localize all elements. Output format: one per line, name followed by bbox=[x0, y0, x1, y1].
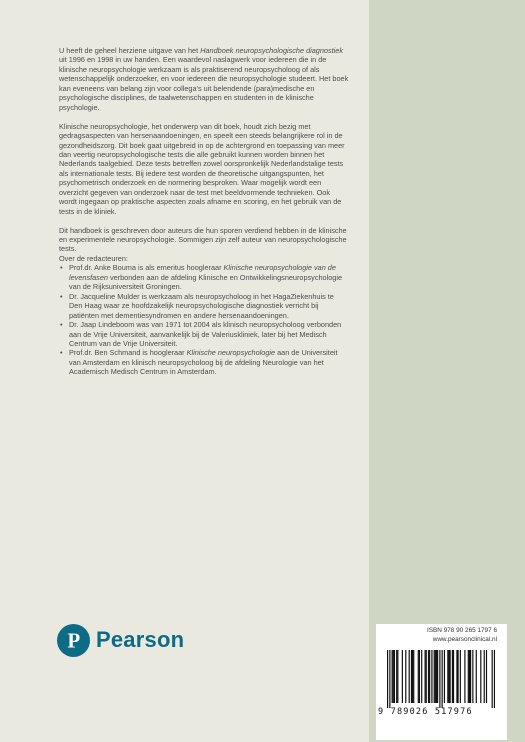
editor-text: Dr. Jacqueline Mulder is werkzaam als neuropsycholoog in het HagaZiekenhuis te Den Haag waar ze hoofdzakelijk neuropsychologische diagnostiek verricht bij patiënten met dementiesyndromen en andere hersenaandoeningen. bbox=[69, 291, 334, 320]
barcode-bar bbox=[444, 650, 445, 703]
barcode-panel bbox=[376, 624, 507, 740]
barcode-bar bbox=[469, 650, 470, 703]
barcode-bar bbox=[448, 650, 449, 703]
barcode-bar bbox=[494, 650, 495, 708]
logo-letter: P bbox=[67, 628, 81, 652]
barcode-bar bbox=[460, 650, 461, 703]
authors-paragraph: Dit handboek is geschreven door auteurs die hun sporen verdiend hebben in de klinische en experimentele neuropsychologie. Sommigen zijn zelf auteur van neuropsychologische tests. bbox=[59, 225, 347, 254]
barcode-bar bbox=[472, 650, 473, 703]
intro-text-end: uit 1996 en 1998 in uw handen. Een waardevol naslagwerk voor iedereen die in de klinische neuropsychologie werkzaam is als praktiserend neuropsycholoog of als wetenschappelijk onderzoeker, en voor iedereen die neuropsychologie studeert. Het boek kan eveneens van belang zijn voor collega’s uit belendende (para)medische en psychologische disciplines, de taalwetenschappen en studenten in de klinische psychologie. bbox=[59, 55, 349, 112]
barcode-bar bbox=[480, 650, 481, 703]
intro-paragraph bbox=[59, 46, 349, 112]
barcode-bar bbox=[476, 650, 477, 703]
barcode-bar bbox=[464, 650, 465, 703]
barcode-bar bbox=[405, 650, 406, 703]
pearson-logo bbox=[57, 620, 184, 660]
publisher-name: Pearson bbox=[96, 627, 185, 652]
barcode-bar bbox=[397, 650, 398, 703]
editor-chair-italic: Klinische neuropsychologie van de levensfasen bbox=[69, 263, 336, 282]
barcode-bar bbox=[436, 650, 437, 703]
barcode-bar bbox=[447, 650, 448, 703]
barcode-bar bbox=[470, 650, 471, 703]
barcode-bar bbox=[425, 650, 426, 703]
publisher-url: www.pearsonclinical.nl bbox=[432, 636, 497, 643]
barcode-bar bbox=[387, 650, 388, 708]
barcode-bar bbox=[428, 650, 429, 703]
barcode-bar bbox=[453, 650, 454, 703]
barcode-bar bbox=[439, 650, 440, 708]
editor-text: Prof.dr. Ben Schmand is hoogleraar bbox=[69, 348, 187, 358]
barcode-bar bbox=[419, 650, 420, 703]
editor-item bbox=[59, 348, 349, 376]
barcode-digits: 9 789026 517976 bbox=[378, 707, 473, 717]
barcode-bar bbox=[492, 650, 493, 708]
barcode-bar bbox=[418, 650, 419, 703]
editor-item bbox=[59, 320, 349, 348]
barcode-bar bbox=[437, 650, 438, 703]
barcode-bar bbox=[456, 650, 457, 703]
barcode-bar bbox=[396, 650, 397, 703]
barcode-bar bbox=[486, 650, 487, 703]
barcode-bar bbox=[434, 650, 435, 703]
barcode-bar bbox=[392, 650, 393, 703]
barcode-bar bbox=[452, 650, 453, 703]
barcode-bar bbox=[429, 650, 430, 703]
editor-text: verbonden aan de afdeling Klinische en Ontwikkelingsneuropsychologie van de Rijksuniversiteit Groningen. bbox=[69, 272, 343, 292]
barcode-bar bbox=[435, 650, 436, 703]
barcode-bar bbox=[484, 650, 485, 703]
barcode-bar bbox=[402, 650, 403, 703]
barcode-bar bbox=[421, 650, 422, 703]
barcode-bar bbox=[413, 650, 414, 703]
editor-item bbox=[59, 263, 349, 291]
isbn-barcode bbox=[387, 650, 495, 708]
barcode-bar bbox=[411, 650, 412, 703]
barcode-bar bbox=[393, 650, 394, 703]
subject-paragraph: Klinische neuropsychologie, het onderwerp van dit boek, houdt zich bezig met gedragsaspecten van hersenaandoeningen, en speelt een steeds belangrijkere rol in de gezondheidszorg. Dit boek gaat uitgebreid in op de achtergrond en toepassing van meer dan veertig neuropsychologische tests die alle gebruikt kunnen worden binnen het Nederlands taalgebied. Deze tests betreffen zowel oorspronkelijk Nederlandstalige tests als internationale tests. Bij iedere test worden de theoretische uitgangspunten, het psychometrisch onderzoek en de normering besproken. Waar mogelijk wordt een overzicht gegeven van onderzoek naar de test met beeldvormende technieken. Ook wordt ingegaan op praktische aspecten zoals afname en scoring, en het gebruik van de tests in de kliniek. bbox=[59, 121, 345, 216]
barcode-bar bbox=[431, 650, 432, 703]
barcode-bar bbox=[409, 650, 410, 703]
barcode-bar bbox=[468, 650, 469, 703]
editor-text: Dr. Jaap Lindeboom was van 1971 tot 2004 als klinisch neuropsycholoog verbonden aan de Vrije Universiteit, aanvankelijk bij de Valeriuskliniek, later bij het Medisch Centrum van de Vrije Universiteit. bbox=[69, 320, 342, 349]
editor-text: aan de Universiteit van Amsterdam en klinisch neuropsycholoog bij de afdeling Neurologie van het Academisch Medisch Centrum in Amsterdam. bbox=[69, 348, 338, 377]
pearson-logo-icon bbox=[57, 624, 90, 657]
isbn-text: ISBN 978 90 265 1797 6 bbox=[427, 627, 497, 634]
barcode-bar bbox=[389, 650, 390, 708]
editor-chair-italic: Klinische neuropsychologie bbox=[186, 348, 276, 358]
editors-heading: Over de redacteuren: bbox=[59, 253, 128, 263]
barcode-bar bbox=[442, 650, 443, 708]
book-title-italic: Handboek neuropsychologische diagnostiek bbox=[200, 46, 343, 55]
editor-text: Prof.dr. Anke Bouma is als emeritus hoogleraar bbox=[69, 263, 224, 273]
barcode-bar bbox=[412, 650, 413, 703]
back-cover-text bbox=[59, 46, 349, 377]
barcode-bar bbox=[450, 650, 451, 703]
barcode-bar bbox=[394, 650, 395, 703]
intro-text-start: U heeft de geheel herziene uitgave van het bbox=[59, 46, 201, 55]
editors-list bbox=[59, 263, 349, 376]
barcode-bar bbox=[457, 650, 458, 703]
editor-item bbox=[59, 292, 349, 320]
barcode-bar bbox=[426, 650, 427, 703]
